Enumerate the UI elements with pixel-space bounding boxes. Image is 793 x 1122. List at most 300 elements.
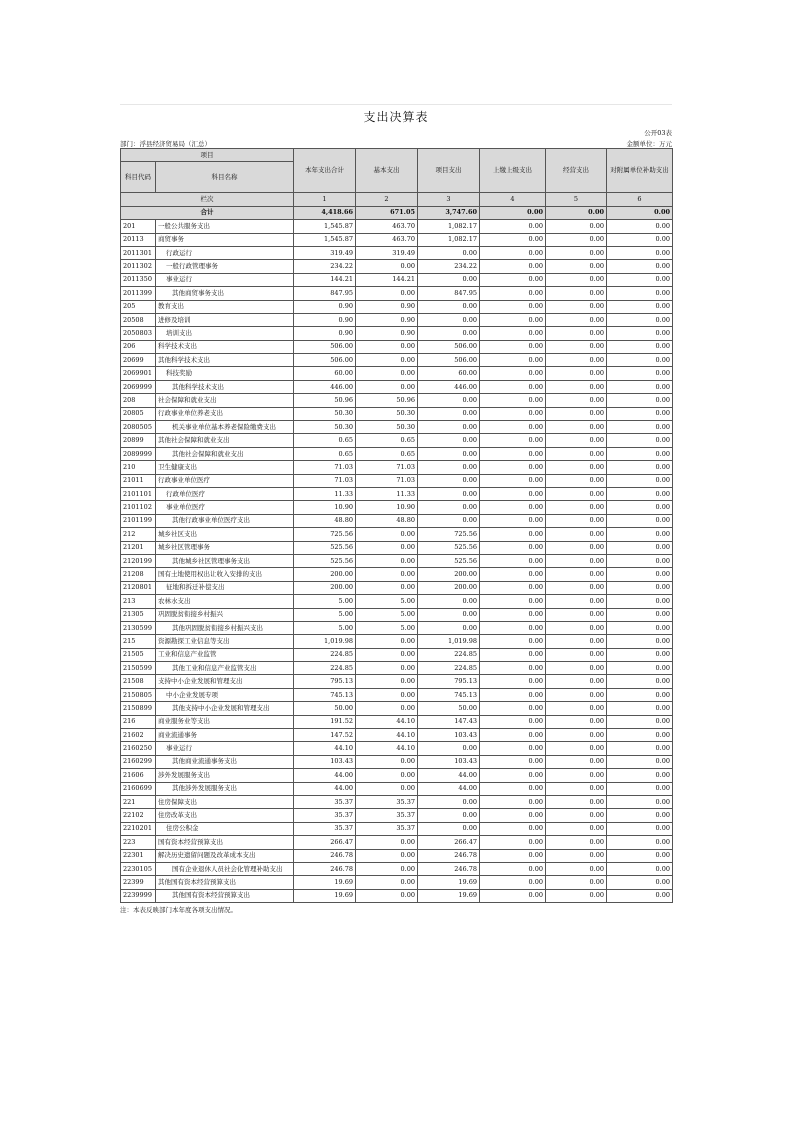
row-value: 0.00 bbox=[607, 742, 673, 755]
row-value: 19.69 bbox=[294, 889, 356, 902]
row-value: 0.00 bbox=[480, 367, 546, 380]
row-value: 0.00 bbox=[607, 514, 673, 527]
row-code: 20699 bbox=[121, 354, 156, 367]
row-value: 224.85 bbox=[418, 662, 480, 675]
row-value: 0.00 bbox=[546, 648, 607, 661]
row-name: 其他支持中小企业发展和管理支出 bbox=[156, 702, 294, 715]
row-value: 0.00 bbox=[607, 260, 673, 273]
row-value: 0.00 bbox=[546, 876, 607, 889]
row-value: 60.00 bbox=[294, 367, 356, 380]
row-value: 0.00 bbox=[480, 742, 546, 755]
row-value: 0.00 bbox=[607, 688, 673, 701]
row-value: 0.00 bbox=[607, 729, 673, 742]
row-value: 0.00 bbox=[607, 487, 673, 500]
row-code: 201 bbox=[121, 220, 156, 233]
table-row bbox=[121, 836, 673, 849]
row-value: 0.00 bbox=[546, 635, 607, 648]
row-value: 0.00 bbox=[607, 461, 673, 474]
row-value: 0.00 bbox=[418, 313, 480, 326]
total-value: 3,747.60 bbox=[418, 206, 480, 219]
row-value: 0.00 bbox=[546, 354, 607, 367]
row-value: 0.00 bbox=[480, 447, 546, 460]
col-label: 栏次 bbox=[121, 193, 294, 206]
row-code: 221 bbox=[121, 795, 156, 808]
table-row bbox=[121, 380, 673, 393]
row-code: 2101102 bbox=[121, 501, 156, 514]
dept-row bbox=[120, 137, 672, 148]
table-row bbox=[121, 367, 673, 380]
row-code: 2080505 bbox=[121, 421, 156, 434]
row-value: 0.00 bbox=[546, 782, 607, 795]
row-value: 0.00 bbox=[607, 434, 673, 447]
row-value: 50.30 bbox=[356, 421, 418, 434]
row-value: 200.00 bbox=[418, 568, 480, 581]
row-value: 50.30 bbox=[294, 407, 356, 420]
row-value: 0.00 bbox=[356, 380, 418, 393]
form-number: 公开03表 bbox=[644, 129, 672, 137]
row-value: 1,019.98 bbox=[294, 635, 356, 648]
row-value: 0.00 bbox=[546, 836, 607, 849]
row-value: 0.00 bbox=[418, 434, 480, 447]
table-row bbox=[121, 809, 673, 822]
header-code: 科目代码 bbox=[121, 162, 156, 193]
row-value: 200.00 bbox=[294, 568, 356, 581]
row-value: 0.00 bbox=[480, 621, 546, 634]
row-value: 725.56 bbox=[294, 528, 356, 541]
row-value: 103.43 bbox=[418, 729, 480, 742]
row-value: 1,545.87 bbox=[294, 220, 356, 233]
row-value: 0.00 bbox=[480, 541, 546, 554]
row-value: 0.00 bbox=[546, 662, 607, 675]
row-name: 巩固脱贫衔接乡村振兴 bbox=[156, 608, 294, 621]
row-name: 一般公共服务支出 bbox=[156, 220, 294, 233]
row-value: 0.00 bbox=[607, 528, 673, 541]
row-value: 0.00 bbox=[546, 421, 607, 434]
table-row bbox=[121, 528, 673, 541]
row-value: 0.00 bbox=[546, 260, 607, 273]
row-name: 机关事业单位基本养老保险缴费支出 bbox=[156, 421, 294, 434]
total-value: 0.00 bbox=[546, 206, 607, 219]
row-value: 0.00 bbox=[607, 769, 673, 782]
row-value: 0.00 bbox=[418, 795, 480, 808]
table-row bbox=[121, 849, 673, 862]
row-code: 212 bbox=[121, 528, 156, 541]
row-value: 234.22 bbox=[294, 260, 356, 273]
row-value: 5.00 bbox=[356, 595, 418, 608]
table-row bbox=[121, 608, 673, 621]
row-value: 0.00 bbox=[607, 568, 673, 581]
row-value: 0.00 bbox=[480, 380, 546, 393]
row-value: 795.13 bbox=[294, 675, 356, 688]
table-row bbox=[121, 220, 673, 233]
row-code: 2069999 bbox=[121, 380, 156, 393]
table-row bbox=[121, 246, 673, 259]
row-value: 319.49 bbox=[294, 246, 356, 259]
row-value: 0.00 bbox=[480, 461, 546, 474]
row-value: 1,545.87 bbox=[294, 233, 356, 246]
row-value: 0.00 bbox=[546, 340, 607, 353]
row-name: 其他国有资本经营预算支出 bbox=[156, 876, 294, 889]
row-code: 205 bbox=[121, 300, 156, 313]
row-value: 0.00 bbox=[607, 715, 673, 728]
header-business: 经营支出 bbox=[546, 149, 607, 193]
row-name: 社会保障和就业支出 bbox=[156, 394, 294, 407]
table-row bbox=[121, 862, 673, 875]
row-value: 71.03 bbox=[356, 461, 418, 474]
row-value: 0.00 bbox=[607, 595, 673, 608]
row-code: 2120199 bbox=[121, 554, 156, 567]
row-value: 0.65 bbox=[294, 447, 356, 460]
table-row bbox=[121, 260, 673, 273]
row-name: 行政运行 bbox=[156, 246, 294, 259]
row-name: 国有企业退休人员社会化管理补助支出 bbox=[156, 862, 294, 875]
row-value: 44.00 bbox=[294, 769, 356, 782]
row-code: 2050803 bbox=[121, 327, 156, 340]
row-value: 246.78 bbox=[418, 849, 480, 862]
table-row bbox=[121, 287, 673, 300]
row-name: 商业服务业等支出 bbox=[156, 715, 294, 728]
table-row bbox=[121, 514, 673, 527]
row-code: 2120801 bbox=[121, 581, 156, 594]
row-value: 0.00 bbox=[480, 554, 546, 567]
row-value: 0.00 bbox=[418, 327, 480, 340]
total-label: 合计 bbox=[121, 206, 294, 219]
row-name: 卫生健康支出 bbox=[156, 461, 294, 474]
row-value: 5.00 bbox=[356, 608, 418, 621]
table-row bbox=[121, 233, 673, 246]
row-value: 35.37 bbox=[294, 809, 356, 822]
row-code: 2150599 bbox=[121, 662, 156, 675]
row-value: 0.00 bbox=[480, 273, 546, 286]
row-value: 50.96 bbox=[294, 394, 356, 407]
table-row bbox=[121, 662, 673, 675]
col-num: 4 bbox=[480, 193, 546, 206]
row-value: 0.00 bbox=[546, 862, 607, 875]
row-value: 35.37 bbox=[356, 795, 418, 808]
table-row bbox=[121, 394, 673, 407]
row-value: 0.00 bbox=[356, 688, 418, 701]
row-value: 725.56 bbox=[418, 528, 480, 541]
row-code: 21011 bbox=[121, 474, 156, 487]
table-row bbox=[121, 595, 673, 608]
row-code: 20113 bbox=[121, 233, 156, 246]
row-value: 0.00 bbox=[480, 421, 546, 434]
table-row bbox=[121, 554, 673, 567]
row-value: 0.00 bbox=[418, 608, 480, 621]
table-body bbox=[121, 220, 673, 903]
row-value: 506.00 bbox=[294, 340, 356, 353]
row-value: 0.00 bbox=[480, 407, 546, 420]
row-value: 10.90 bbox=[356, 501, 418, 514]
row-value: 847.95 bbox=[294, 287, 356, 300]
row-value: 0.00 bbox=[418, 461, 480, 474]
row-value: 0.00 bbox=[418, 273, 480, 286]
row-value: 0.00 bbox=[546, 327, 607, 340]
row-name: 其他行政事业单位医疗支出 bbox=[156, 514, 294, 527]
row-value: 0.00 bbox=[607, 541, 673, 554]
row-value: 0.00 bbox=[607, 273, 673, 286]
row-value: 0.00 bbox=[546, 287, 607, 300]
row-value: 0.90 bbox=[294, 300, 356, 313]
expense-table bbox=[120, 148, 673, 903]
row-value: 0.00 bbox=[356, 340, 418, 353]
row-name: 其他社会保障和就业支出 bbox=[156, 447, 294, 460]
table-row bbox=[121, 487, 673, 500]
row-value: 0.00 bbox=[418, 246, 480, 259]
row-value: 0.90 bbox=[294, 313, 356, 326]
row-value: 525.56 bbox=[418, 541, 480, 554]
table-row bbox=[121, 729, 673, 742]
row-value: 0.00 bbox=[546, 621, 607, 634]
row-value: 0.65 bbox=[356, 434, 418, 447]
row-value: 0.00 bbox=[480, 501, 546, 514]
department-label: 部门：浮县经济贸易局（汇总） bbox=[120, 140, 211, 148]
row-value: 1,019.98 bbox=[418, 635, 480, 648]
row-value: 0.00 bbox=[356, 702, 418, 715]
row-value: 0.00 bbox=[356, 568, 418, 581]
row-value: 0.00 bbox=[546, 755, 607, 768]
row-value: 0.00 bbox=[480, 514, 546, 527]
row-value: 60.00 bbox=[418, 367, 480, 380]
row-value: 246.78 bbox=[294, 849, 356, 862]
row-name: 其他工业和信息产业监管支出 bbox=[156, 662, 294, 675]
header-subsidy: 对附属单位补助支出 bbox=[607, 149, 673, 193]
row-value: 0.00 bbox=[418, 742, 480, 755]
row-value: 0.00 bbox=[480, 822, 546, 835]
row-name: 其他巩固脱贫衔接乡村振兴支出 bbox=[156, 621, 294, 634]
row-value: 0.00 bbox=[607, 554, 673, 567]
row-value: 0.00 bbox=[356, 662, 418, 675]
table-row bbox=[121, 327, 673, 340]
row-value: 5.00 bbox=[294, 608, 356, 621]
row-value: 0.00 bbox=[480, 862, 546, 875]
row-name: 其他城乡社区管理事务支出 bbox=[156, 554, 294, 567]
row-value: 795.13 bbox=[418, 675, 480, 688]
row-code: 21201 bbox=[121, 541, 156, 554]
row-value: 48.80 bbox=[294, 514, 356, 527]
row-name: 一般行政管理事务 bbox=[156, 260, 294, 273]
row-value: 234.22 bbox=[418, 260, 480, 273]
row-value: 0.00 bbox=[607, 581, 673, 594]
row-value: 0.00 bbox=[546, 675, 607, 688]
row-code: 20899 bbox=[121, 434, 156, 447]
row-value: 0.00 bbox=[356, 554, 418, 567]
row-value: 0.00 bbox=[480, 608, 546, 621]
row-value: 0.00 bbox=[480, 581, 546, 594]
row-value: 0.00 bbox=[480, 782, 546, 795]
row-name: 国有资本经营预算支出 bbox=[156, 836, 294, 849]
table-row bbox=[121, 822, 673, 835]
table-row bbox=[121, 769, 673, 782]
row-value: 103.43 bbox=[294, 755, 356, 768]
row-value: 0.00 bbox=[607, 407, 673, 420]
row-value: 35.37 bbox=[294, 795, 356, 808]
row-name: 事业运行 bbox=[156, 742, 294, 755]
row-value: 506.00 bbox=[418, 354, 480, 367]
row-value: 0.00 bbox=[546, 595, 607, 608]
row-value: 0.00 bbox=[546, 474, 607, 487]
row-value: 0.00 bbox=[480, 715, 546, 728]
row-name: 涉外发展服务支出 bbox=[156, 769, 294, 782]
header-upper: 上缴上级支出 bbox=[480, 149, 546, 193]
row-value: 0.00 bbox=[480, 648, 546, 661]
row-value: 0.00 bbox=[356, 354, 418, 367]
row-value: 0.00 bbox=[607, 849, 673, 862]
row-value: 224.85 bbox=[294, 662, 356, 675]
row-value: 0.00 bbox=[418, 809, 480, 822]
row-value: 246.78 bbox=[418, 862, 480, 875]
row-value: 0.00 bbox=[546, 849, 607, 862]
row-code: 2160699 bbox=[121, 782, 156, 795]
table-row bbox=[121, 434, 673, 447]
row-code: 2101199 bbox=[121, 514, 156, 527]
row-value: 144.21 bbox=[356, 273, 418, 286]
row-value: 0.00 bbox=[607, 621, 673, 634]
row-value: 48.80 bbox=[356, 514, 418, 527]
row-name: 城乡社区管理事务 bbox=[156, 541, 294, 554]
row-value: 11.33 bbox=[356, 487, 418, 500]
row-value: 191.52 bbox=[294, 715, 356, 728]
row-value: 0.00 bbox=[607, 340, 673, 353]
row-value: 50.30 bbox=[356, 407, 418, 420]
row-value: 0.00 bbox=[356, 889, 418, 902]
row-code: 215 bbox=[121, 635, 156, 648]
row-value: 0.00 bbox=[480, 233, 546, 246]
row-code: 22102 bbox=[121, 809, 156, 822]
row-value: 745.13 bbox=[294, 688, 356, 701]
row-value: 246.78 bbox=[294, 862, 356, 875]
table-row bbox=[121, 407, 673, 420]
row-value: 0.00 bbox=[607, 836, 673, 849]
header-item: 项目 bbox=[121, 149, 294, 162]
table-row bbox=[121, 755, 673, 768]
row-value: 44.10 bbox=[356, 729, 418, 742]
table-note: 注：本表反映部门本年度各项支出情况。 bbox=[120, 906, 237, 915]
row-value: 44.10 bbox=[356, 715, 418, 728]
row-value: 525.56 bbox=[418, 554, 480, 567]
table-row bbox=[121, 354, 673, 367]
row-value: 71.03 bbox=[294, 474, 356, 487]
row-value: 0.00 bbox=[546, 702, 607, 715]
row-value: 0.00 bbox=[418, 621, 480, 634]
expense-sheet bbox=[120, 104, 672, 914]
row-value: 0.00 bbox=[356, 755, 418, 768]
row-value: 506.00 bbox=[294, 354, 356, 367]
header-total: 本年支出合计 bbox=[294, 149, 356, 193]
row-code: 21602 bbox=[121, 729, 156, 742]
row-value: 44.10 bbox=[294, 742, 356, 755]
row-value: 0.00 bbox=[480, 354, 546, 367]
row-value: 71.03 bbox=[294, 461, 356, 474]
table-row bbox=[121, 541, 673, 554]
row-value: 0.90 bbox=[356, 313, 418, 326]
row-value: 0.00 bbox=[546, 394, 607, 407]
row-code: 2089999 bbox=[121, 447, 156, 460]
row-value: 71.03 bbox=[356, 474, 418, 487]
unit-label: 金额单位：万元 bbox=[626, 140, 672, 148]
row-code: 2011399 bbox=[121, 287, 156, 300]
row-value: 1,082.17 bbox=[418, 233, 480, 246]
row-value: 0.00 bbox=[356, 782, 418, 795]
row-value: 224.85 bbox=[294, 648, 356, 661]
table-row bbox=[121, 421, 673, 434]
row-value: 0.00 bbox=[607, 795, 673, 808]
row-code: 2150805 bbox=[121, 688, 156, 701]
row-name: 其他社会保障和就业支出 bbox=[156, 434, 294, 447]
row-value: 0.00 bbox=[607, 474, 673, 487]
column-index-row bbox=[121, 193, 673, 206]
row-value: 44.00 bbox=[418, 782, 480, 795]
row-value: 0.00 bbox=[418, 447, 480, 460]
row-value: 0.00 bbox=[356, 260, 418, 273]
row-value: 0.00 bbox=[607, 889, 673, 902]
table-row bbox=[121, 782, 673, 795]
row-value: 0.00 bbox=[607, 608, 673, 621]
row-value: 0.00 bbox=[607, 367, 673, 380]
row-value: 200.00 bbox=[294, 581, 356, 594]
row-code: 21606 bbox=[121, 769, 156, 782]
table-row bbox=[121, 300, 673, 313]
total-row bbox=[121, 206, 673, 219]
row-value: 0.00 bbox=[480, 327, 546, 340]
row-code: 22301 bbox=[121, 849, 156, 862]
row-value: 0.00 bbox=[546, 742, 607, 755]
row-value: 0.00 bbox=[356, 287, 418, 300]
table-row bbox=[121, 702, 673, 715]
col-num: 3 bbox=[418, 193, 480, 206]
row-name: 其他国有资本经营预算支出 bbox=[156, 889, 294, 902]
row-value: 0.00 bbox=[356, 648, 418, 661]
row-code: 2230105 bbox=[121, 862, 156, 875]
row-value: 0.00 bbox=[607, 313, 673, 326]
row-value: 0.00 bbox=[546, 889, 607, 902]
row-name: 征地和拆迁补偿支出 bbox=[156, 581, 294, 594]
row-value: 446.00 bbox=[418, 380, 480, 393]
row-code: 223 bbox=[121, 836, 156, 849]
table-row bbox=[121, 715, 673, 728]
row-value: 0.00 bbox=[607, 702, 673, 715]
row-value: 0.00 bbox=[418, 407, 480, 420]
row-value: 0.00 bbox=[546, 367, 607, 380]
row-value: 0.00 bbox=[546, 581, 607, 594]
row-name: 商业流通事务 bbox=[156, 729, 294, 742]
total-value: 0.00 bbox=[607, 206, 673, 219]
row-value: 0.00 bbox=[607, 675, 673, 688]
row-value: 0.00 bbox=[607, 755, 673, 768]
row-value: 0.65 bbox=[356, 447, 418, 460]
row-code: 2130599 bbox=[121, 621, 156, 634]
row-value: 0.00 bbox=[607, 246, 673, 259]
row-name: 行政事业单位养老支出 bbox=[156, 407, 294, 420]
title-row bbox=[120, 104, 672, 127]
row-value: 0.00 bbox=[546, 313, 607, 326]
row-value: 0.00 bbox=[546, 447, 607, 460]
row-name: 资源勘探工业信息等支出 bbox=[156, 635, 294, 648]
row-value: 19.69 bbox=[418, 876, 480, 889]
table-row bbox=[121, 501, 673, 514]
row-value: 147.43 bbox=[418, 715, 480, 728]
row-value: 0.00 bbox=[546, 688, 607, 701]
row-value: 44.10 bbox=[356, 742, 418, 755]
table-row bbox=[121, 474, 673, 487]
row-code: 21505 bbox=[121, 648, 156, 661]
row-value: 0.00 bbox=[546, 528, 607, 541]
row-value: 0.00 bbox=[607, 782, 673, 795]
row-value: 0.00 bbox=[607, 287, 673, 300]
row-value: 147.52 bbox=[294, 729, 356, 742]
row-value: 0.00 bbox=[546, 380, 607, 393]
row-value: 0.00 bbox=[546, 461, 607, 474]
